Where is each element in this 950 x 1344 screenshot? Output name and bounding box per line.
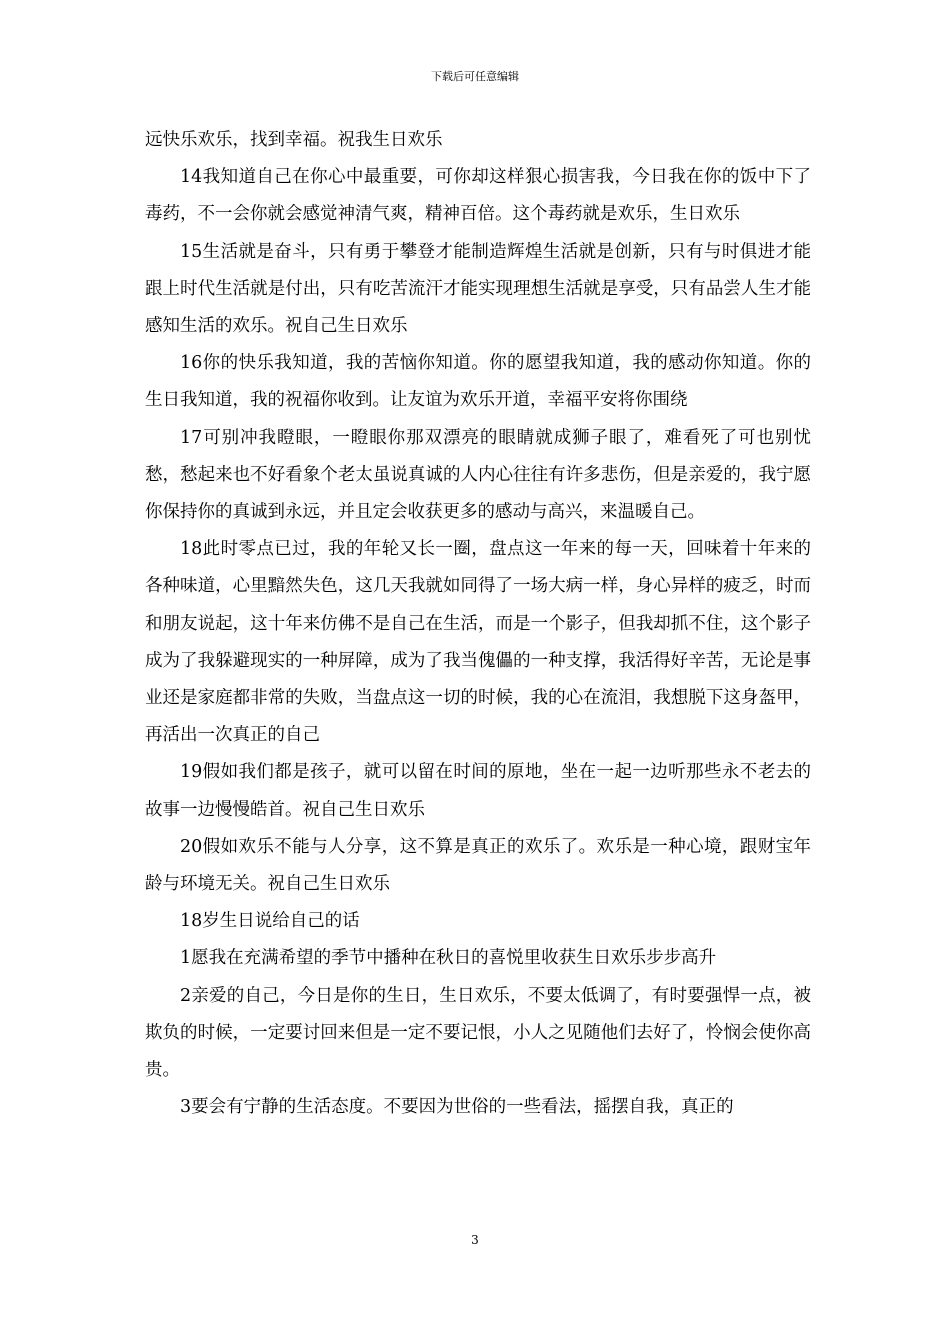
paragraph: 1愿我在充满希望的季节中播种在秋日的喜悦里收获生日欢乐步步高升: [180, 948, 717, 969]
page-header: 下载后可任意编辑: [431, 70, 519, 83]
document-body: [145, 122, 811, 1126]
paragraph: 18此时零点已过，我的年轮又长一圈，盘点这一年来的每一天，回味着十年来的各种味道，心里黯然失色，这几天我就如同得了一场大病一样，身心异样的疲乏，时而和朋友说起，这十年来仿佛不是自己在生活，而是一个影子，但我却抓不住，这个影子成为了我躲避现实的一种屏障，成为了我当傀儡的一种支撑，我活得好辛苦，无论是事业还是家庭都非常的失败，当盘点这一切的时候，我的心在流泪，我想脱下这身盔甲，再活出一次真正的自己: [145, 539, 811, 746]
paragraph: 19假如我们都是孩子，就可以留在时间的原地，坐在一起一边听那些永不老去的故事一边慢慢皓首。祝自己生日欢乐: [145, 762, 811, 820]
paragraph: 20假如欢乐不能与人分享，这不算是真正的欢乐了。欢乐是一种心境，跟财宝年龄与环境无关。祝自己生日欢乐: [145, 836, 811, 895]
paragraph: 2亲爱的自己，今日是你的生日，生日欢乐，不要太低调了，有时要强悍一点，被欺负的时候，一定要讨回来但是一定不要记恨，小人之见随他们去好了，怜悯会使你高贵。: [145, 985, 811, 1081]
paragraph: 3要会有宁静的生活态度。不要因为世俗的一些看法，摇摆自我，真正的: [180, 1097, 734, 1118]
page-number: 3: [471, 1233, 479, 1247]
paragraph: 16你的快乐我知道，我的苦恼你知道。你的愿望我知道，我的感动你知道。你的生日我知道，我的祝福你收到。让友谊为欢乐开道，幸福平安将你围绕: [145, 353, 811, 411]
paragraph: 17可别冲我瞪眼，一瞪眼你那双漂亮的眼睛就成狮子眼了，难看死了可也别忧愁，愁起来也不好看象个老太虽说真诚的人内心往往有许多悲伤，但是亲爱的，我宁愿你保持你的真诚到永远，并且定会收获更多的感动与高兴，来温暖自己。: [145, 427, 811, 523]
paragraph: 15生活就是奋斗，只有勇于攀登才能制造辉煌生活就是创新，只有与时俱进才能跟上时代生活就是付出，只有吃苦流汗才能实现理想生活就是享受，只有品尝人生才能感知生活的欢乐。祝自己生日欢乐: [145, 241, 811, 337]
paragraph: 远快乐欢乐，找到幸福。祝我生日欢乐: [145, 130, 443, 150]
section-heading: 18岁生日说给自己的话: [180, 911, 360, 932]
paragraph: 14我知道自己在你心中最重要，可你却这样狠心损害我，今日我在你的饭中下了毒药，不一会你就会感觉神清气爽，精神百倍。这个毒药就是欢乐，生日欢乐: [145, 167, 811, 225]
